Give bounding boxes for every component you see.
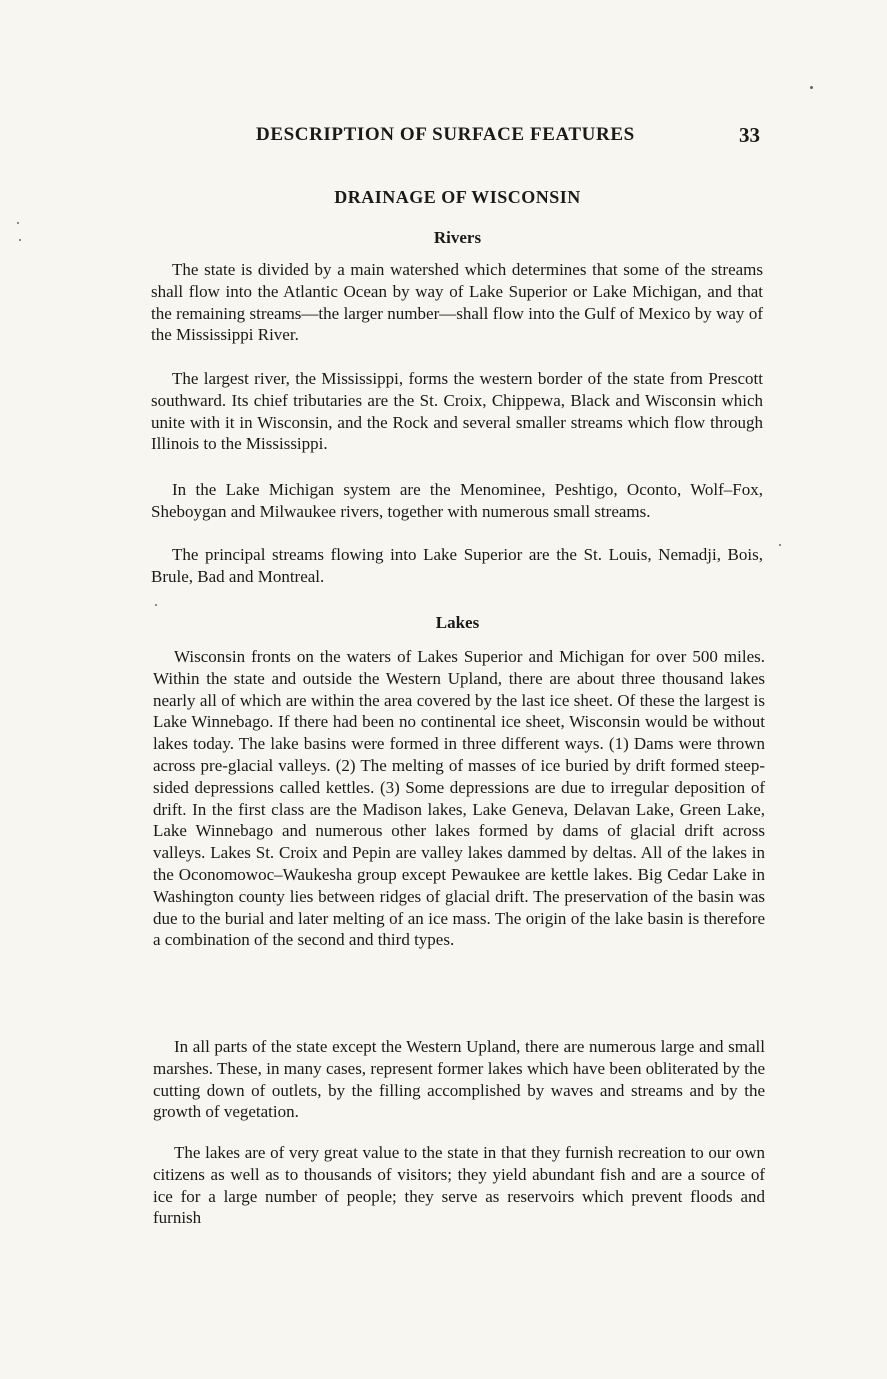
paragraph-lake-superior-streams: The principal streams flowing into Lake Superior are the St. Louis, Nemadji, Bois, Brule, Bad and Montreal. <box>151 545 763 586</box>
subheading-rivers: Rivers <box>433 228 482 247</box>
running-header <box>256 124 764 150</box>
paragraph-lake-michigan-system: In the Lake Michigan system are the Menominee, Peshtigo, Oconto, Wolf–Fox, Sheboygan and Milwaukee rivers, together with numerous small streams. <box>151 480 763 521</box>
scan-speck <box>17 222 19 224</box>
page-number: 33 <box>739 123 760 147</box>
paragraph-lake-value: The lakes are of very great value to the state in that they furnish recreation to our own citizens as well as to thousands of visitors; they yield abundant fish and are a source of ice for a large number of people; they serve as reservoirs which prevent floods and furnish <box>153 1143 765 1228</box>
paragraph-lake-origins: Wisconsin fronts on the waters of Lakes Superior and Michigan for over 500 miles. Within the state and outside the Western Upland, there are about three thousand lakes nearly all of which are within the area covered by the last ice sheet. Of these the largest is Lake Winnebago. If there had been no continental ice sheet, Wisconsin would be without lakes today. The lake basins were formed in three different ways. (1) Dams were thrown across pre-glacial valleys. (2) The melting of masses of ice buried by drift formed steep-sided depressions called kettles. (3) Some depressions are due to irregular deposition of drift. In the first class are the Madison lakes, Lake Geneva, Delavan Lake, Green Lake, Lake Winnebago and numerous other lakes formed by dams of glacial drift across valleys. Lakes St. Croix and Pepin are valley lakes dammed by deltas. All of the lakes in the Oconomowoc–Waukesha group except Pewaukee are kettle lakes. Big Cedar Lake in Washington county lies between ridges of glacial drift. The preservation of the basin was due to the burial and later melting of an ice mass. The origin of the lake basin is therefore a combination of the second and third types. <box>153 647 765 950</box>
scan-speck <box>779 544 781 546</box>
scan-speck <box>810 86 813 89</box>
paragraph-mississippi: The largest river, the Mississippi, forms the western border of the state from Prescott southward. Its chief tributaries are the St. Croix, Chippewa, Black and Wisconsin which unite with it in Wisconsin, and the Rock and several smaller streams which flow through Illinois to the Mississippi. <box>151 369 763 454</box>
section-title: DRAINAGE OF WISCONSIN <box>334 187 581 207</box>
scan-speck <box>19 239 21 241</box>
paragraph-marshes: In all parts of the state except the Western Upland, there are numerous large and small marshes. These, in many cases, represent former lakes which have been obliterated by the cutting down of outlets, by the filling accomplished by waves and streams and by the growth of vegetation. <box>153 1037 765 1122</box>
scan-speck <box>155 604 157 606</box>
paragraph-watershed: The state is divided by a main watershed which determines that some of the streams shall flow into the Atlantic Ocean by way of Lake Superior or Lake Michigan, and that the remaining streams—the larger number—shall flow into the Gulf of Mexico by way of the Mississippi River. <box>151 260 763 345</box>
subheading-lakes: Lakes <box>435 613 480 632</box>
running-title: DESCRIPTION OF SURFACE FEATURES <box>256 124 635 145</box>
